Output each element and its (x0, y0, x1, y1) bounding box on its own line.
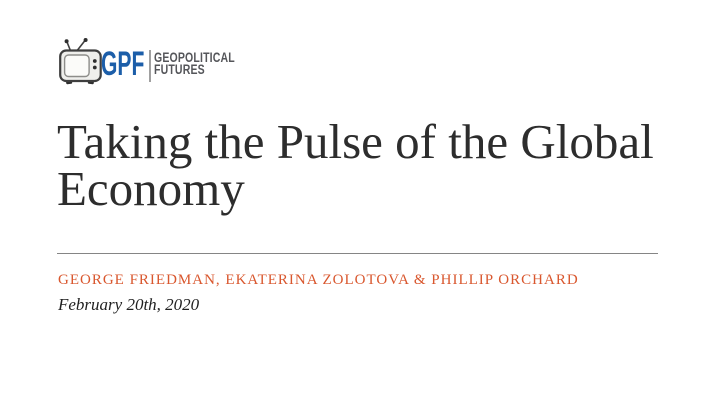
divider-rule (57, 253, 658, 254)
page-title: Taking the Pulse of the Global Economy (57, 114, 654, 216)
tv-icon (59, 37, 103, 87)
logo-abbreviation: GPF (101, 45, 145, 83)
byline: GEORGE FRIEDMAN, EKATERINA ZOLOTOVA & PHILLIP ORCHARD (58, 272, 579, 288)
publish-date: February 20th, 2020 (58, 295, 200, 314)
logo-divider (149, 50, 151, 82)
logo-name (154, 52, 258, 76)
logo-name-line2: FUTURES (154, 61, 205, 77)
logo-name-line1: GEOPOLITICAL (154, 50, 235, 65)
